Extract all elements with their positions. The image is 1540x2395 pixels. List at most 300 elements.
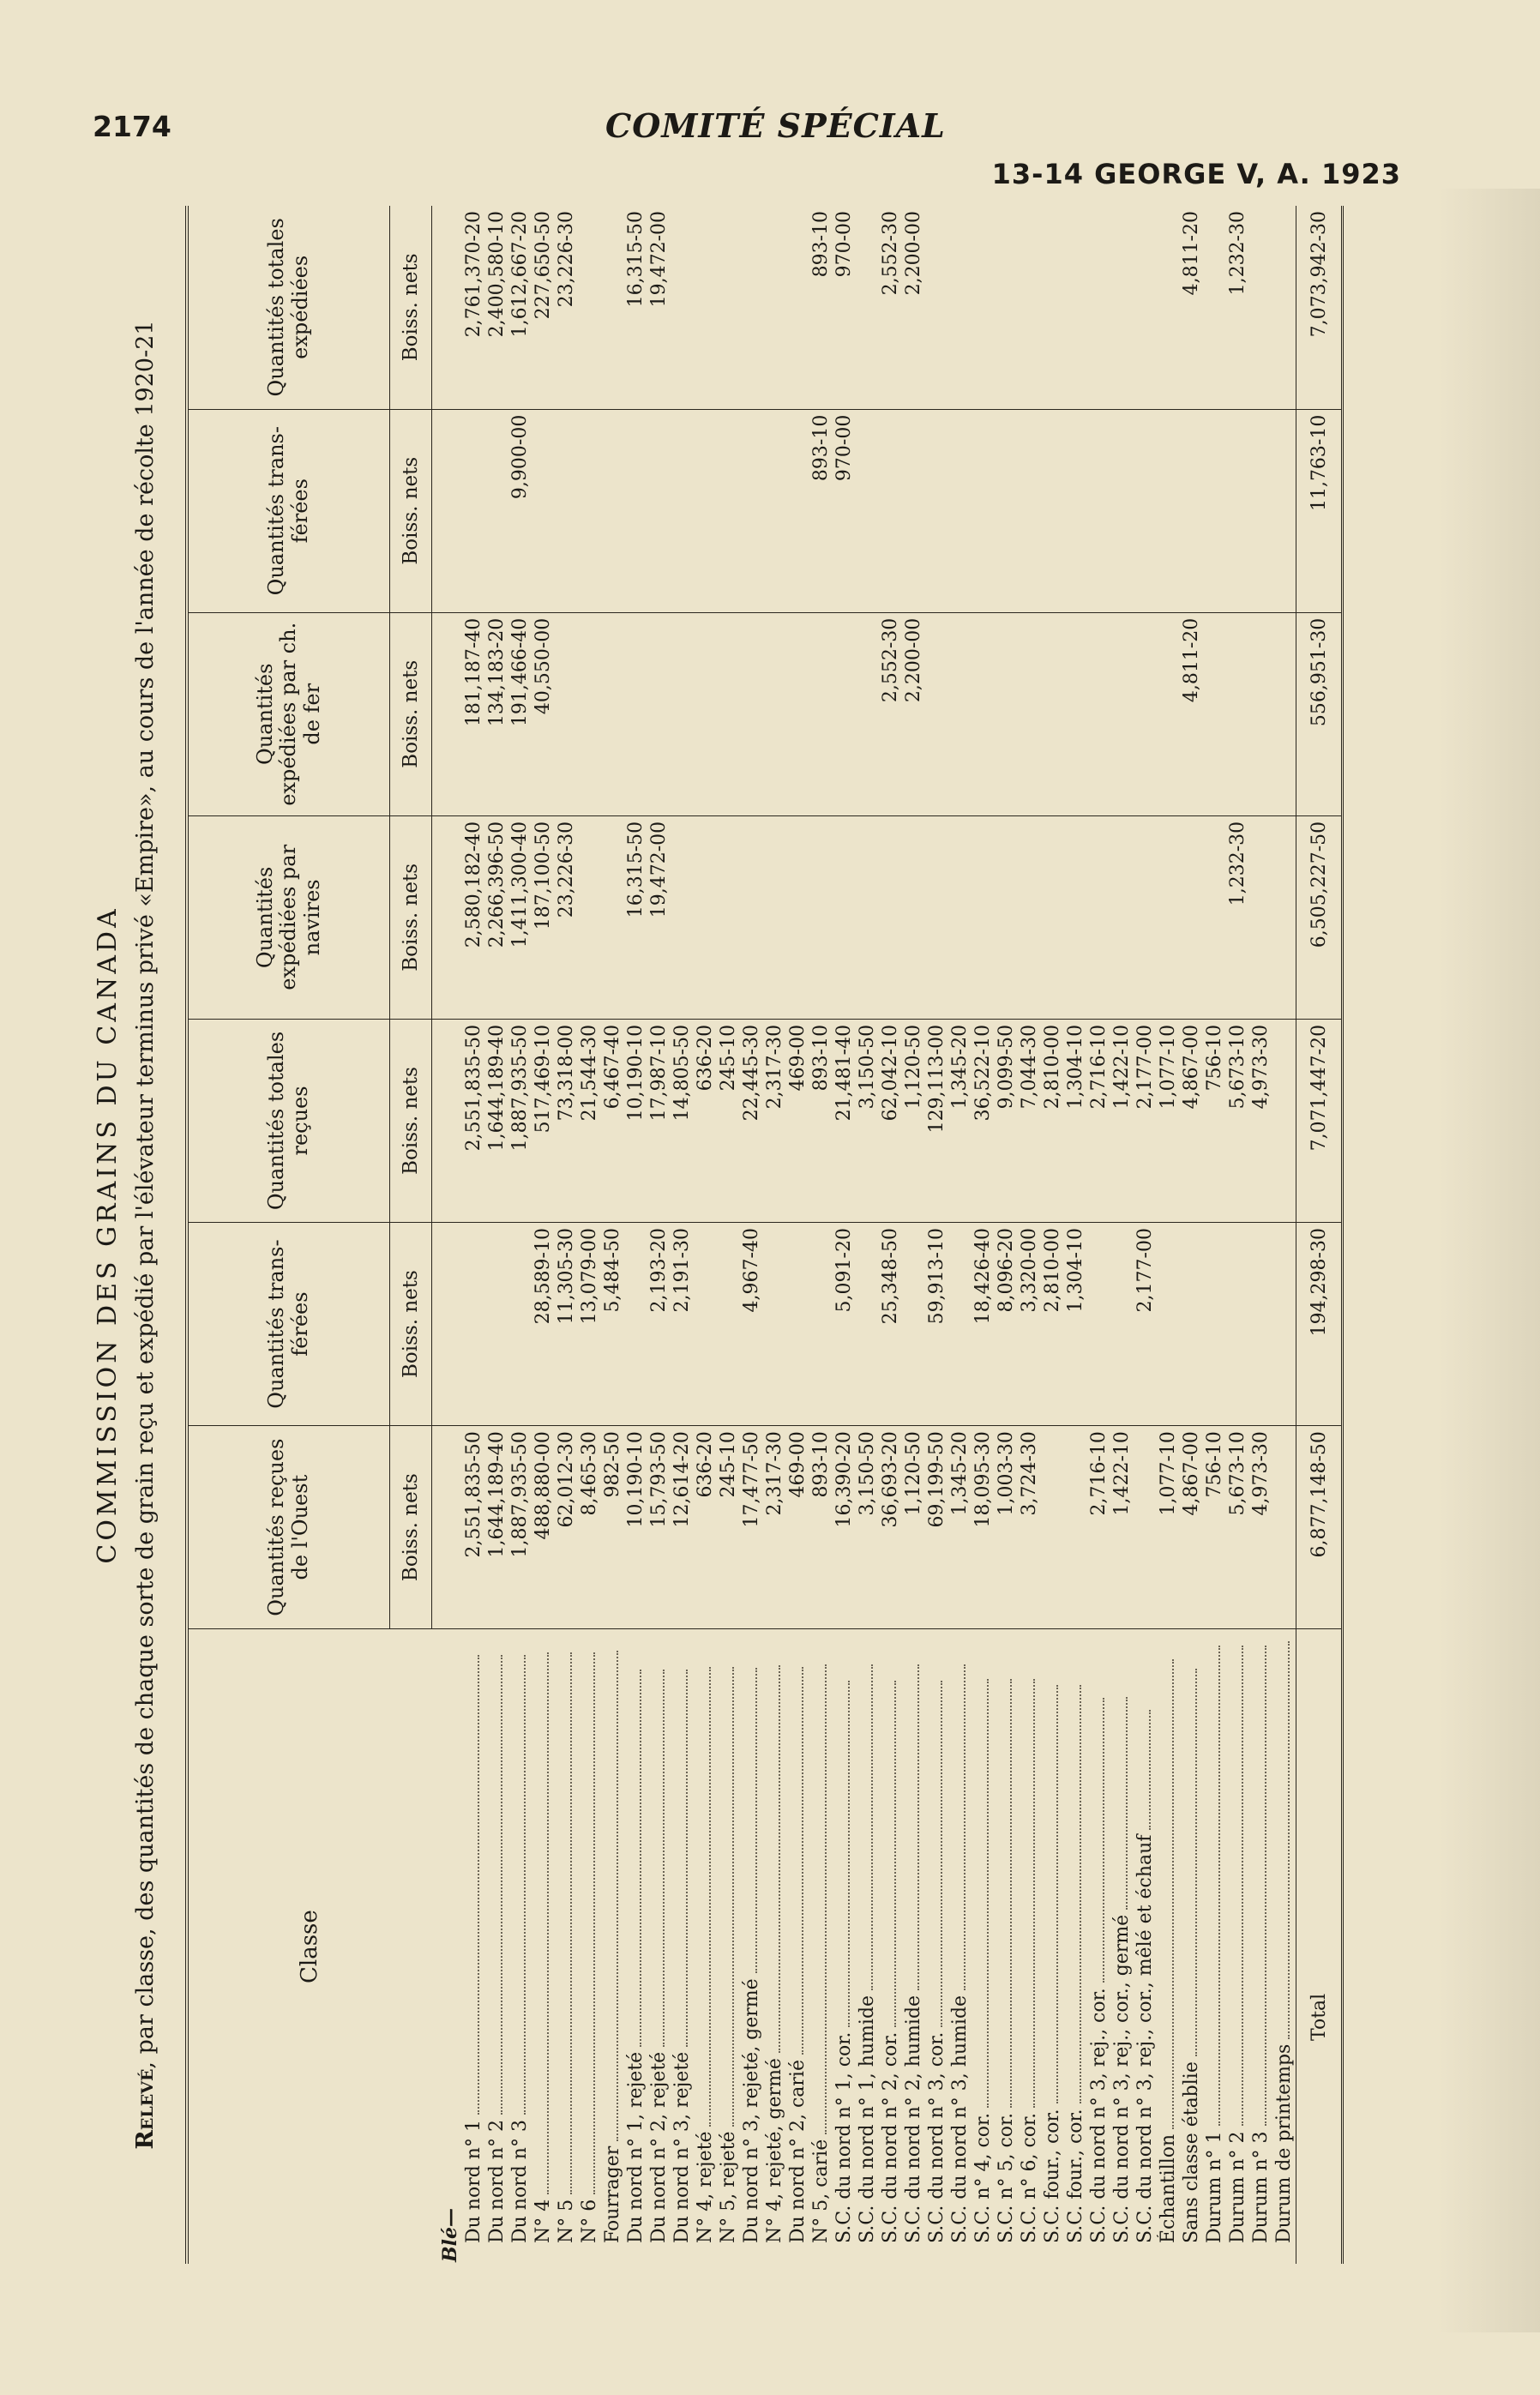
dot-leader [1265,1646,1266,2126]
table-row [786,206,809,2264]
cell-par-navires [578,815,601,1019]
cell-totales-exp [1203,206,1226,409]
cell-totales-recues: 4,973-30 [1249,1019,1272,1222]
cell-totales-recues: 2,177-00 [1134,1019,1157,1222]
cell-transferees-recues: 5,484-50 [601,1223,624,1426]
table-row [578,206,601,2264]
cell-par-navires [671,815,694,1019]
running-title: COMITÉ SPÉCIAL [605,106,946,145]
cell-totales-recues: 129,113-00 [925,1019,948,1222]
cell-transferees-exp: 893-10 [809,409,833,612]
cell-classe: N° 4, rejeté, germé [763,1629,786,2264]
cell-recues-ouest: 1,887,935-50 [508,1426,532,1629]
table-row [809,206,833,2264]
cell-totales-recues: 1,120-50 [902,1019,925,1222]
cell-par-navires [1203,815,1226,1019]
cell-transferees-exp: 970-00 [833,409,856,612]
cell-recues-ouest: 10,190-10 [624,1426,647,1629]
cell-classe: S.C. du nord n° 3, humide [948,1629,972,2264]
cell-transferees-recues: 13,079-00 [578,1223,601,1426]
cell-classe: S.C. du nord n° 3, rej., cor. [1087,1629,1110,2264]
cell-totales-recues: 3,150-50 [856,1019,879,1222]
dot-leader [593,1652,595,2194]
dot-leader [1080,1685,1081,2103]
cell-par-navires [1272,815,1296,1019]
cell-par-navires [1180,815,1203,1019]
cell-transferees-recues [786,1223,809,1426]
cell-recues-ouest: 982-50 [601,1426,624,1629]
cell-par-ch-fer [833,612,856,815]
cell-classe: S.C. du nord n° 3, rej., cor., mêlé et échauf [1134,1629,1157,2264]
dot-leader [802,1667,803,2055]
cell-par-navires [1041,815,1064,1019]
dot-leader [1242,1646,1243,2126]
cell-transferees-exp [1064,409,1087,612]
dot-leader [501,1655,502,2115]
cell-recues-ouest: 1,644,189-40 [485,1426,508,1629]
rotated-table-area [93,206,1430,2264]
cell-par-navires [1249,815,1272,1019]
cell-par-ch-fer: 191,466-40 [508,612,532,815]
cell-classe: Du nord n° 1, rejeté [624,1629,647,2264]
dot-leader [524,1655,526,2115]
total-row [1296,206,1343,2264]
cell-totales-recues: 469-00 [786,1019,809,1222]
cell-transferees-exp [601,409,624,612]
cell-recues-ouest: 8,465-30 [578,1426,601,1629]
cell-classe: S.C. du nord n° 1, cor. [833,1629,856,2264]
cell-transferees-exp [972,409,995,612]
column-header-transferees-exp: Quantités trans-férées [187,409,390,612]
table-row [462,206,485,2264]
cell-recues-ouest: 4,867-00 [1180,1426,1203,1629]
cell-par-ch-fer [786,612,809,815]
cell-classe: Durum n° 2 [1226,1629,1249,2264]
table-row [1087,206,1110,2264]
dot-leader [1103,1698,1104,1983]
cell-totales-exp [671,206,694,409]
cell-recues-ouest: 36,693-20 [879,1426,902,1629]
cell-par-ch-fer [1110,612,1134,815]
cell-recues-ouest: 3,724-30 [1018,1426,1041,1629]
total-totales-recues: 7,071,447-20 [1296,1019,1343,1222]
page-header [0,0,1540,206]
cell-classe: N° 4 [532,1629,555,2264]
group-row [439,206,462,2264]
cell-totales-recues: 517,469-10 [532,1019,555,1222]
cell-par-ch-fer [578,612,601,815]
cell-transferees-exp [740,409,763,612]
cell-transferees-recues [1180,1223,1203,1426]
cell-totales-exp [1110,206,1134,409]
dot-leader [1218,1646,1220,2126]
cell-totales-recues: 10,190-10 [624,1019,647,1222]
cell-totales-exp: 2,761,370-20 [462,206,485,409]
cell-totales-exp: 2,552-30 [879,206,902,409]
cell-par-navires [1134,815,1157,1019]
cell-par-navires [1087,815,1110,1019]
cell-transferees-exp [1018,409,1041,612]
cell-transferees-exp [485,409,508,612]
dot-leader [570,1652,572,2194]
cell-totales-recues: 5,673-10 [1226,1019,1249,1222]
unit-label: Boiss. nets [390,1019,432,1222]
cell-par-navires [972,815,995,1019]
cell-recues-ouest: 62,012-30 [555,1426,578,1629]
cell-transferees-recues [1087,1223,1110,1426]
cell-transferees-exp [1249,409,1272,612]
cell-transferees-recues [1272,1223,1296,1426]
cell-transferees-exp [671,409,694,612]
cell-totales-recues: 1,345-20 [948,1019,972,1222]
cell-totales-recues: 73,318-00 [555,1019,578,1222]
cell-totales-recues: 2,716-10 [1087,1019,1110,1222]
cell-classe: Du nord n° 2 [485,1629,508,2264]
cell-classe: Du nord n° 3 [508,1629,532,2264]
cell-transferees-exp [1180,409,1203,612]
cell-par-ch-fer [995,612,1018,815]
cell-totales-recues [1272,1019,1296,1222]
dot-leader [1149,1710,1151,1830]
cell-transferees-exp [763,409,786,612]
table-row [694,206,717,2264]
cell-par-ch-fer [624,612,647,815]
dot-leader [1010,1679,1012,2108]
cell-par-ch-fer [972,612,995,815]
cell-transferees-exp [1203,409,1226,612]
cell-transferees-exp [1087,409,1110,612]
grain-table [185,206,1344,2264]
group-label: Blé— [439,2208,461,2262]
cell-totales-recues: 1,887,935-50 [508,1019,532,1222]
table-row [647,206,671,2264]
cell-totales-exp [694,206,717,409]
cell-recues-ouest: 636-20 [694,1426,717,1629]
cell-transferees-exp [856,409,879,612]
cell-transferees-recues: 5,091-20 [833,1223,856,1426]
cell-par-navires [809,815,833,1019]
cell-transferees-recues [1110,1223,1134,1426]
table-header-row [187,206,390,2264]
cell-transferees-recues [1157,1223,1180,1426]
cell-transferees-recues: 8,096-20 [995,1223,1018,1426]
cell-par-ch-fer [671,612,694,815]
column-header-totales-exp: Quantités totales expédiées [187,206,390,409]
dot-leader [848,1681,850,2027]
table-row [995,206,1018,2264]
cell-par-navires: 2,580,182-40 [462,815,485,1019]
table-row [925,206,948,2264]
dot-leader [894,1681,896,2027]
table-row [717,206,740,2264]
table-row [1249,206,1272,2264]
cell-classe: Du nord n° 3, rejeté, germé [740,1629,763,2264]
table-row [1272,206,1296,2264]
column-header-totales-recues: Quantités totales reçues [187,1019,390,1222]
cell-transferees-exp [1110,409,1134,612]
cell-transferees-recues: 2,810-00 [1041,1223,1064,1426]
cell-transferees-exp [995,409,1018,612]
cell-par-ch-fer: 4,811-20 [1180,612,1203,815]
total-recues-ouest: 6,877,148-50 [1296,1426,1343,1629]
cell-par-ch-fer [925,612,948,815]
cell-recues-ouest: 1,120-50 [902,1426,925,1629]
dot-leader [732,1667,734,2127]
table-row [601,206,624,2264]
cell-par-navires: 1,232-30 [1226,815,1249,1019]
cell-classe: S.C. four., cor. [1041,1629,1064,2264]
cell-par-navires: 19,472-00 [647,815,671,1019]
cell-totales-recues: 22,445-30 [740,1019,763,1222]
cell-recues-ouest: 469-00 [786,1426,809,1629]
dot-leader [1126,1697,1128,1910]
cell-transferees-recues [462,1223,485,1426]
cell-recues-ouest: 756-10 [1203,1426,1226,1629]
cell-totales-exp: 227,650-50 [532,206,555,409]
dot-leader [1172,1659,1174,2129]
cell-totales-exp: 1,232-30 [1226,206,1249,409]
cell-par-ch-fer: 2,552-30 [879,612,902,815]
cell-par-navires [601,815,624,1019]
cell-transferees-recues: 1,304-10 [1064,1223,1087,1426]
subtitle-text: , par classe, des quantités de chaque sorte de grain reçu et expédié par l'élévateur terminus privé «Empire», au cours de l'année de récolte 1920-21 [132,320,159,2069]
cell-totales-recues: 1,644,189-40 [485,1019,508,1222]
cell-totales-exp: 1,612,667-20 [508,206,532,409]
cell-transferees-exp [902,409,925,612]
cell-par-ch-fer [717,612,740,815]
dot-leader [987,1679,989,2108]
cell-classe: S.C. du nord n° 3, rej., cor., germé [1110,1629,1134,2264]
cell-totales-exp: 970-00 [833,206,856,409]
session-line: 13-14 GEORGE V, A. 1923 [991,158,1401,190]
cell-totales-exp [1087,206,1110,409]
cell-totales-recues: 62,042-10 [879,1019,902,1222]
cell-classe: Du nord n° 1 [462,1629,485,2264]
cell-totales-recues: 6,467-40 [601,1019,624,1222]
cell-classe: Échantillon [1157,1629,1180,2264]
cell-transferees-exp [694,409,717,612]
cell-totales-exp [1249,206,1272,409]
cell-par-navires: 2,266,396-50 [485,815,508,1019]
cell-totales-recues: 756-10 [1203,1019,1226,1222]
cell-classe: N° 5, rejeté [717,1629,740,2264]
cell-transferees-exp [1041,409,1064,612]
table-row [671,206,694,2264]
cell-totales-exp: 2,400,580-10 [485,206,508,409]
cell-par-navires [786,815,809,1019]
dot-leader [663,1670,665,2047]
cell-classe: S.C. du nord n° 3, cor. [925,1629,948,2264]
cell-par-ch-fer [1134,612,1157,815]
cell-totales-exp: 23,226-30 [555,206,578,409]
table-row [948,206,972,2264]
spacer-row [432,206,440,2264]
cell-par-navires [948,815,972,1019]
cell-par-ch-fer [1064,612,1087,815]
cell-par-ch-fer [1041,612,1064,815]
table-row [1064,206,1087,2264]
unit-label: Boiss. nets [390,1223,432,1426]
column-header-recues-ouest: Quantités reçues de l'Ouest [187,1426,390,1629]
cell-totales-exp [601,206,624,409]
unit-label: Boiss. nets [390,206,432,409]
cell-transferees-recues: 25,348-50 [879,1223,902,1426]
dot-leader [941,1681,942,2027]
cell-par-ch-fer [948,612,972,815]
cell-totales-exp [972,206,995,409]
cell-classe: Durum n° 1 [1203,1629,1226,2264]
cell-totales-exp [786,206,809,409]
column-header-par-navires: Quantités expédiées par navires [187,815,390,1019]
cell-transferees-recues: 3,320-00 [1018,1223,1041,1426]
table-row [624,206,647,2264]
cell-transferees-recues [1249,1223,1272,1426]
table-row [856,206,879,2264]
table-row [1110,206,1134,2264]
cell-par-navires [1110,815,1134,1019]
cell-transferees-exp: 9,900-00 [508,409,532,612]
table-row [485,206,508,2264]
cell-totales-recues: 36,522-10 [972,1019,995,1222]
total-par-navires: 6,505,227-50 [1296,815,1343,1019]
unit-label: Boiss. nets [390,409,432,612]
cell-totales-recues: 893-10 [809,1019,833,1222]
cell-recues-ouest: 2,551,835-50 [462,1426,485,1629]
cell-recues-ouest: 5,673-10 [1226,1426,1249,1629]
cell-recues-ouest: 3,150-50 [856,1426,879,1629]
table-row [555,206,578,2264]
cell-classe: S.C. du nord n° 2, cor. [879,1629,902,2264]
cell-totales-exp [717,206,740,409]
cell-classe: N° 4, rejeté [694,1629,717,2264]
cell-totales-recues: 9,099-50 [995,1019,1018,1222]
table-row [1134,206,1157,2264]
cell-totales-exp [578,206,601,409]
cell-recues-ouest: 18,095-30 [972,1426,995,1629]
cell-totales-exp [1134,206,1157,409]
cell-totales-recues: 1,422-10 [1110,1019,1134,1222]
cell-par-navires [694,815,717,1019]
cell-transferees-recues [1203,1223,1226,1426]
cell-par-ch-fer [1226,612,1249,815]
total-label: Total [1296,1629,1343,2264]
cell-transferees-recues [717,1223,740,1426]
dot-leader [1033,1679,1035,2108]
cell-totales-recues: 4,867-00 [1180,1019,1203,1222]
cell-par-ch-fer [647,612,671,815]
dot-leader [478,1655,479,2115]
cell-classe: S.C. du nord n° 1, humide [856,1629,879,2264]
cell-totales-exp [1272,206,1296,409]
cell-par-ch-fer [555,612,578,815]
cell-transferees-recues [485,1223,508,1426]
cell-transferees-exp [578,409,601,612]
cell-classe: S.C. n° 6, cor. [1018,1629,1041,2264]
cell-classe: Du nord n° 3, rejeté [671,1629,694,2264]
cell-par-ch-fer: 2,200-00 [902,612,925,815]
cell-par-navires [1018,815,1041,1019]
column-header-transferees-recues: Quantités trans-férées [187,1223,390,1426]
dot-leader [709,1667,711,2127]
cell-transferees-exp [462,409,485,612]
cell-totales-recues: 14,805-50 [671,1019,694,1222]
cell-transferees-exp [1226,409,1249,612]
dot-leader [779,1665,780,2053]
cell-par-navires [925,815,948,1019]
total-transferees-recues: 194,298-30 [1296,1223,1343,1426]
cell-classe: N° 5 [555,1629,578,2264]
cell-transferees-recues: 2,191-30 [671,1223,694,1426]
cell-recues-ouest [1064,1426,1087,1629]
cell-totales-exp [1018,206,1041,409]
cell-totales-recues: 2,551,835-50 [462,1019,485,1222]
cell-par-ch-fer [1018,612,1041,815]
cell-recues-ouest: 69,199-50 [925,1426,948,1629]
cell-transferees-recues: 11,305-30 [555,1223,578,1426]
cell-recues-ouest: 2,716-10 [1087,1426,1110,1629]
cell-transferees-exp [555,409,578,612]
cell-totales-recues: 636-20 [694,1019,717,1222]
cell-totales-exp [763,206,786,409]
cell-transferees-exp [647,409,671,612]
cell-recues-ouest: 1,422-10 [1110,1426,1134,1629]
cell-totales-exp: 16,315-50 [624,206,647,409]
cell-par-ch-fer: 181,187-40 [462,612,485,815]
cell-par-navires [1064,815,1087,1019]
cell-par-ch-fer [740,612,763,815]
cell-totales-recues: 21,481-40 [833,1019,856,1222]
cell-transferees-recues: 4,967-40 [740,1223,763,1426]
cell-classe: S.C. n° 5, cor. [995,1629,1018,2264]
cell-par-navires [856,815,879,1019]
cell-classe: N° 6 [578,1629,601,2264]
cell-totales-exp [1041,206,1064,409]
cell-recues-ouest: 16,390-20 [833,1426,856,1629]
cell-transferees-recues [856,1223,879,1426]
cell-classe: N° 5, carié [809,1629,833,2264]
cell-recues-ouest [1272,1426,1296,1629]
cell-recues-ouest: 1,077-10 [1157,1426,1180,1629]
table-row [833,206,856,2264]
cell-par-navires [879,815,902,1019]
cell-par-ch-fer [1203,612,1226,815]
cell-recues-ouest: 2,317-30 [763,1426,786,1629]
cell-transferees-recues [763,1223,786,1426]
total-transferees-exp: 11,763-10 [1296,409,1343,612]
dot-leader [1056,1685,1058,2103]
cell-recues-ouest: 15,793-50 [647,1426,671,1629]
page-edge-shadow [1437,189,1540,2332]
total-totales-exp: 7,073,942-30 [1296,206,1343,409]
cell-classe: Durum de printemps [1272,1629,1296,2264]
cell-transferees-exp [1134,409,1157,612]
cell-classe: S.C. n° 4, cor. [972,1629,995,2264]
cell-totales-exp [1064,206,1087,409]
page-number: 2174 [93,110,171,143]
cell-par-navires [1157,815,1180,1019]
cell-recues-ouest: 245-10 [717,1426,740,1629]
cell-transferees-recues: 28,589-10 [532,1223,555,1426]
unit-label: Boiss. nets [390,612,432,815]
cell-totales-exp [856,206,879,409]
table-row [1226,206,1249,2264]
cell-par-ch-fer [1249,612,1272,815]
cell-classe: Fourrager [601,1629,624,2264]
table-row [1041,206,1064,2264]
cell-transferees-exp [786,409,809,612]
total-par-ch-fer: 556,951-30 [1296,612,1343,815]
table-row [1157,206,1180,2264]
